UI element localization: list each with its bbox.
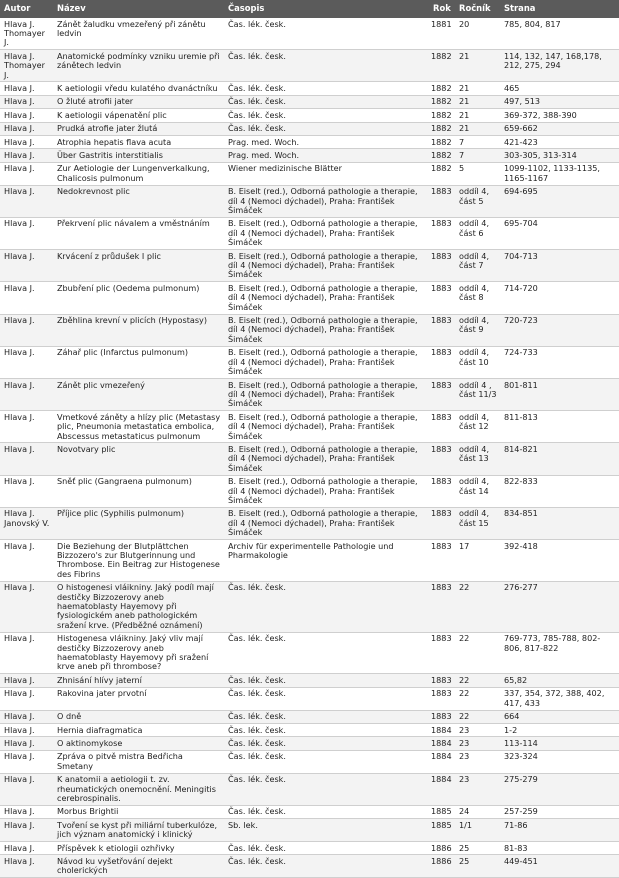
cell-author: Hlava J.	[0, 710, 53, 723]
cell-year: 1886	[429, 842, 455, 855]
cell-year: 1882	[429, 82, 455, 95]
cell-title: Zánět žaludku vmezeřený při zánětu ledvin	[53, 18, 224, 50]
cell-year: 1882	[429, 122, 455, 135]
table-row	[0, 724, 619, 737]
cell-pages: 337, 354, 372, 388, 402, 417, 433	[500, 687, 619, 710]
cell-title: Prudká atrofie jater žlutá	[53, 122, 224, 135]
header-row	[0, 0, 619, 18]
cell-journal: Čas. lék. česk.	[224, 842, 429, 855]
cell-title: Vmetkové záněty a hlízy plic (Metastasy plic, Pneumonia metastatica embolica, Abscessus metastaticus pulmonum	[53, 411, 224, 443]
cell-volume: 25	[455, 855, 500, 878]
cell-volume: oddíl 4, část 9	[455, 314, 500, 346]
cell-volume: 23	[455, 724, 500, 737]
cell-year: 1883	[429, 217, 455, 249]
table-row	[0, 737, 619, 750]
cell-volume: 7	[455, 149, 500, 162]
cell-author: Hlava J.	[0, 475, 53, 507]
cell-author: Hlava J.	[0, 250, 53, 282]
header-year: Rok	[429, 0, 455, 18]
cell-title: Příjice plic (Syphilis pulmonum)	[53, 507, 224, 539]
table-row	[0, 95, 619, 108]
cell-pages: 801-811	[500, 379, 619, 411]
table-row	[0, 540, 619, 582]
table-row	[0, 18, 619, 50]
cell-year: 1883	[429, 507, 455, 539]
cell-title: K aetiologii vápenatění plic	[53, 109, 224, 122]
cell-title: O žluté atrofii jater	[53, 95, 224, 108]
cell-volume: oddíl 4 , část 11/3	[455, 379, 500, 411]
cell-volume: oddíl 4, část 6	[455, 217, 500, 249]
cell-pages: 714-720	[500, 282, 619, 314]
cell-author: Hlava J. Thomayer J.	[0, 18, 53, 50]
cell-journal: Wiener medizinische Blätter	[224, 162, 429, 185]
cell-title: K aetiologii vředu kulatého dvanáctníku	[53, 82, 224, 95]
table-row	[0, 750, 619, 773]
cell-year: 1884	[429, 773, 455, 805]
cell-author: Hlava J.	[0, 282, 53, 314]
table-row	[0, 346, 619, 378]
cell-title: Die Beziehung der Blutplättchen Bizzozero's zur Blutgerinnung und Thrombose. Ein Beitrag zur Histogenese des Fibrins	[53, 540, 224, 582]
cell-title: Histogenesa vláikniny. Jaký vliv mají destičky Bizzozerovy aneb haematoblasty Hayemovy při sražení krve aneb při thrombose?	[53, 632, 224, 674]
table-row	[0, 710, 619, 723]
header-volume: Ročník	[455, 0, 500, 18]
cell-year: 1883	[429, 411, 455, 443]
cell-year: 1885	[429, 819, 455, 842]
cell-volume: 21	[455, 122, 500, 135]
cell-year: 1882	[429, 109, 455, 122]
cell-year: 1885	[429, 805, 455, 818]
cell-title: Anatomické podmínky vzniku uremie při zánětech ledvin	[53, 50, 224, 82]
cell-volume: 22	[455, 710, 500, 723]
cell-author: Hlava J.	[0, 687, 53, 710]
table-row	[0, 773, 619, 805]
cell-journal: Čas. lék. česk.	[224, 109, 429, 122]
table-row	[0, 82, 619, 95]
table-row	[0, 185, 619, 217]
cell-journal: B. Eiselt (red.), Odborná pathologie a therapie, díl 4 (Nemoci dýchadel), Praha: František Šimáček	[224, 379, 429, 411]
table-row	[0, 149, 619, 162]
cell-title: Zur Aetiologie der Lungenverkalkung, Chalicosis pulmonum	[53, 162, 224, 185]
table-row	[0, 411, 619, 443]
table-row	[0, 805, 619, 818]
cell-title: Zbubření plic (Oedema pulmonum)	[53, 282, 224, 314]
cell-volume: 21	[455, 50, 500, 82]
cell-journal: B. Eiselt (red.), Odborná pathologie a therapie, díl 4 (Nemoci dýchadel), Praha: František Šimáček	[224, 217, 429, 249]
cell-author: Hlava J.	[0, 346, 53, 378]
cell-volume: 5	[455, 162, 500, 185]
cell-pages: 81-83	[500, 842, 619, 855]
cell-volume: 23	[455, 737, 500, 750]
cell-pages: 822-833	[500, 475, 619, 507]
table-row	[0, 475, 619, 507]
cell-author: Hlava J.	[0, 540, 53, 582]
cell-author: Hlava J.	[0, 674, 53, 687]
cell-volume: oddíl 4, část 8	[455, 282, 500, 314]
cell-journal: Čas. lék. česk.	[224, 122, 429, 135]
cell-author: Hlava J.	[0, 855, 53, 878]
table-row	[0, 314, 619, 346]
header-title: Název	[53, 0, 224, 18]
cell-author: Hlava J.	[0, 162, 53, 185]
cell-pages: 71-86	[500, 819, 619, 842]
cell-author: Hlava J.	[0, 122, 53, 135]
cell-pages: 323-324	[500, 750, 619, 773]
cell-volume: 22	[455, 581, 500, 632]
cell-journal: Čas. lék. česk.	[224, 82, 429, 95]
cell-pages: 303-305, 313-314	[500, 149, 619, 162]
cell-author: Hlava J.	[0, 819, 53, 842]
cell-author: Hlava J.	[0, 314, 53, 346]
table-row	[0, 282, 619, 314]
cell-pages: 695-704	[500, 217, 619, 249]
cell-pages: 694-695	[500, 185, 619, 217]
cell-author: Hlava J.	[0, 109, 53, 122]
cell-year: 1883	[429, 443, 455, 475]
cell-pages: 421-423	[500, 136, 619, 149]
cell-journal: Čas. lék. česk.	[224, 855, 429, 878]
cell-pages: 664	[500, 710, 619, 723]
cell-journal: B. Eiselt (red.), Odborná pathologie a therapie, díl 4 (Nemoci dýchadel), Praha: František Šimáček	[224, 314, 429, 346]
cell-year: 1883	[429, 674, 455, 687]
cell-journal: Čas. lék. česk.	[224, 95, 429, 108]
cell-journal: Čas. lék. česk.	[224, 737, 429, 750]
cell-author: Hlava J.	[0, 379, 53, 411]
cell-year: 1883	[429, 250, 455, 282]
cell-pages: 769-773, 785-788, 802-806, 817-822	[500, 632, 619, 674]
cell-journal: Čas. lék. česk.	[224, 18, 429, 50]
cell-author: Hlava J.	[0, 737, 53, 750]
cell-year: 1883	[429, 346, 455, 378]
table-header	[0, 0, 619, 18]
cell-year: 1883	[429, 379, 455, 411]
table-row	[0, 50, 619, 82]
cell-author: Hlava J.	[0, 632, 53, 674]
cell-title: K anatomii a aetiologii t. zv. rheumatických onemocnění. Meningitis cerebrospinalis.	[53, 773, 224, 805]
cell-journal: Prag. med. Woch.	[224, 149, 429, 162]
cell-journal: Čas. lék. česk.	[224, 750, 429, 773]
cell-author: Hlava J.	[0, 750, 53, 773]
cell-pages: 785, 804, 817	[500, 18, 619, 50]
cell-pages: 834-851	[500, 507, 619, 539]
cell-journal: B. Eiselt (red.), Odborná pathologie a therapie, díl 4 (Nemoci dýchadel), Praha: František Šimáček	[224, 185, 429, 217]
cell-journal: Čas. lék. česk.	[224, 773, 429, 805]
cell-journal: B. Eiselt (red.), Odborná pathologie a therapie, díl 4 (Nemoci dýchadel), Praha: František Šimáček	[224, 507, 429, 539]
cell-title: Překrvení plic návalem a vměstnáním	[53, 217, 224, 249]
cell-year: 1884	[429, 737, 455, 750]
cell-journal: B. Eiselt (red.), Odborná pathologie a therapie, díl 4 (Nemoci dýchadel), Praha: František Šimáček	[224, 282, 429, 314]
cell-volume: 21	[455, 109, 500, 122]
header-pages: Strana	[500, 0, 619, 18]
header-author: Autor	[0, 0, 53, 18]
cell-journal: B. Eiselt (red.), Odborná pathologie a therapie, díl 4 (Nemoci dýchadel), Praha: František Šimáček	[224, 475, 429, 507]
cell-title: Příspěvek k etiologii ozhřivky	[53, 842, 224, 855]
cell-volume: 17	[455, 540, 500, 582]
cell-title: Rakovina jater prvotní	[53, 687, 224, 710]
cell-volume: 21	[455, 95, 500, 108]
cell-volume: 1/1	[455, 819, 500, 842]
cell-author: Hlava J.	[0, 724, 53, 737]
cell-journal: B. Eiselt (red.), Odborná pathologie a therapie, díl 4 (Nemoci dýchadel), Praha: František Šimáček	[224, 411, 429, 443]
cell-pages: 720-723	[500, 314, 619, 346]
cell-year: 1881	[429, 18, 455, 50]
cell-pages: 257-259	[500, 805, 619, 818]
cell-pages: 811-813	[500, 411, 619, 443]
table-row	[0, 379, 619, 411]
cell-volume: 22	[455, 674, 500, 687]
table-row	[0, 122, 619, 135]
cell-pages: 465	[500, 82, 619, 95]
cell-year: 1884	[429, 724, 455, 737]
cell-journal: B. Eiselt (red.), Odborná pathologie a therapie, díl 4 (Nemoci dýchadel), Praha: František Šimáček	[224, 443, 429, 475]
cell-journal: Čas. lék. česk.	[224, 724, 429, 737]
cell-volume: 7	[455, 136, 500, 149]
cell-pages: 704-713	[500, 250, 619, 282]
cell-year: 1882	[429, 149, 455, 162]
cell-volume: oddíl 4, část 15	[455, 507, 500, 539]
cell-title: Über Gastritis interstitialis	[53, 149, 224, 162]
cell-journal: Sb. lek.	[224, 819, 429, 842]
cell-pages: 497, 513	[500, 95, 619, 108]
cell-title: O histogenesi vláikniny. Jaký podíl mají destičky Bizzozerovy aneb haematoblasty Hayemovy při fysiologickém aneb pathologickém sražení krve. (Předběžné oznámení)	[53, 581, 224, 632]
cell-volume: oddíl 4, část 10	[455, 346, 500, 378]
cell-journal: Čas. lék. česk.	[224, 710, 429, 723]
cell-author: Hlava J.	[0, 149, 53, 162]
header-journal: Časopis	[224, 0, 429, 18]
cell-title: Krvácení z průdušek I plic	[53, 250, 224, 282]
cell-author: Hlava J. Thomayer J.	[0, 50, 53, 82]
cell-year: 1883	[429, 632, 455, 674]
cell-volume: 22	[455, 632, 500, 674]
cell-year: 1884	[429, 750, 455, 773]
cell-volume: 21	[455, 82, 500, 95]
cell-volume: 20	[455, 18, 500, 50]
cell-author: Hlava J. Janovský V.	[0, 507, 53, 539]
cell-title: Sněť plic (Gangraena pulmonum)	[53, 475, 224, 507]
cell-author: Hlava J.	[0, 842, 53, 855]
cell-pages: 275-279	[500, 773, 619, 805]
cell-title: Novotvary plic	[53, 443, 224, 475]
cell-pages: 724-733	[500, 346, 619, 378]
cell-journal: Čas. lék. česk.	[224, 674, 429, 687]
cell-title: Záhař plic (Infarctus pulmonum)	[53, 346, 224, 378]
cell-title: Návod ku vyšetřování dejekt cholerických	[53, 855, 224, 878]
table-row	[0, 687, 619, 710]
cell-title: Zhnisání hlívy jaterní	[53, 674, 224, 687]
cell-journal: B. Eiselt (red.), Odborná pathologie a therapie, díl 4 (Nemoci dýchadel), Praha: František Šimáček	[224, 250, 429, 282]
cell-title: Tvoření se kyst při miliární tuberkulóze, jich význam anatomický i klinický	[53, 819, 224, 842]
cell-author: Hlava J.	[0, 805, 53, 818]
cell-volume: oddíl 4, část 5	[455, 185, 500, 217]
table-row	[0, 217, 619, 249]
cell-volume: 25	[455, 842, 500, 855]
cell-author: Hlava J.	[0, 217, 53, 249]
cell-pages: 1099-1102, 1133-1135, 1165-1167	[500, 162, 619, 185]
cell-author: Hlava J.	[0, 581, 53, 632]
cell-pages: 814-821	[500, 443, 619, 475]
cell-year: 1883	[429, 540, 455, 582]
cell-title: Zběhlina krevní v plicích (Hypostasy)	[53, 314, 224, 346]
cell-title: Zpráva o pitvě mistra Bedřicha Smetany	[53, 750, 224, 773]
table-row	[0, 819, 619, 842]
cell-journal: Čas. lék. česk.	[224, 632, 429, 674]
table-row	[0, 674, 619, 687]
table-row	[0, 443, 619, 475]
cell-year: 1883	[429, 687, 455, 710]
cell-volume: 23	[455, 750, 500, 773]
cell-year: 1882	[429, 50, 455, 82]
cell-pages: 392-418	[500, 540, 619, 582]
cell-pages: 113-114	[500, 737, 619, 750]
cell-author: Hlava J.	[0, 443, 53, 475]
cell-year: 1886	[429, 855, 455, 878]
cell-author: Hlava J.	[0, 411, 53, 443]
cell-year: 1883	[429, 282, 455, 314]
cell-pages: 114, 132, 147, 168,178, 212, 275, 294	[500, 50, 619, 82]
cell-volume: oddíl 4, část 12	[455, 411, 500, 443]
cell-pages: 659-662	[500, 122, 619, 135]
table-row	[0, 632, 619, 674]
cell-volume: 22	[455, 687, 500, 710]
table-row	[0, 162, 619, 185]
cell-author: Hlava J.	[0, 95, 53, 108]
cell-title: Morbus Brightii	[53, 805, 224, 818]
table-row	[0, 136, 619, 149]
cell-volume: 24	[455, 805, 500, 818]
cell-journal: Čas. lék. česk.	[224, 687, 429, 710]
cell-title: Atrophia hepatis flava acuta	[53, 136, 224, 149]
cell-title: O aktinomykose	[53, 737, 224, 750]
cell-year: 1882	[429, 95, 455, 108]
cell-title: Zánět plic vmezeřený	[53, 379, 224, 411]
cell-year: 1883	[429, 581, 455, 632]
cell-year: 1882	[429, 136, 455, 149]
cell-year: 1883	[429, 475, 455, 507]
table-row	[0, 109, 619, 122]
cell-pages: 369-372, 388-390	[500, 109, 619, 122]
cell-year: 1883	[429, 314, 455, 346]
cell-year: 1883	[429, 710, 455, 723]
cell-journal: B. Eiselt (red.), Odborná pathologie a therapie, díl 4 (Nemoci dýchadel), Praha: František Šimáček	[224, 346, 429, 378]
cell-year: 1883	[429, 185, 455, 217]
cell-pages: 449-451	[500, 855, 619, 878]
cell-journal: Prag. med. Woch.	[224, 136, 429, 149]
cell-volume: oddíl 4, část 14	[455, 475, 500, 507]
table-row	[0, 250, 619, 282]
cell-author: Hlava J.	[0, 82, 53, 95]
cell-pages: 276-277	[500, 581, 619, 632]
table-body	[0, 18, 619, 878]
cell-title: Hernia diafragmatica	[53, 724, 224, 737]
cell-journal: Čas. lék. česk.	[224, 805, 429, 818]
cell-author: Hlava J.	[0, 773, 53, 805]
cell-volume: oddíl 4, část 7	[455, 250, 500, 282]
table-row	[0, 855, 619, 878]
cell-title: Nedokrevnost plic	[53, 185, 224, 217]
cell-journal: Archiv für experimentelle Pathologie und Pharmakologie	[224, 540, 429, 582]
cell-journal: Čas. lék. česk.	[224, 50, 429, 82]
cell-volume: oddíl 4, část 13	[455, 443, 500, 475]
cell-volume: 23	[455, 773, 500, 805]
cell-author: Hlava J.	[0, 185, 53, 217]
cell-pages: 65,82	[500, 674, 619, 687]
table-row	[0, 581, 619, 632]
cell-title: O dně	[53, 710, 224, 723]
table-row	[0, 842, 619, 855]
cell-year: 1882	[429, 162, 455, 185]
cell-journal: Čas. lék. česk.	[224, 581, 429, 632]
cell-author: Hlava J.	[0, 136, 53, 149]
cell-pages: 1-2	[500, 724, 619, 737]
table-row	[0, 507, 619, 539]
